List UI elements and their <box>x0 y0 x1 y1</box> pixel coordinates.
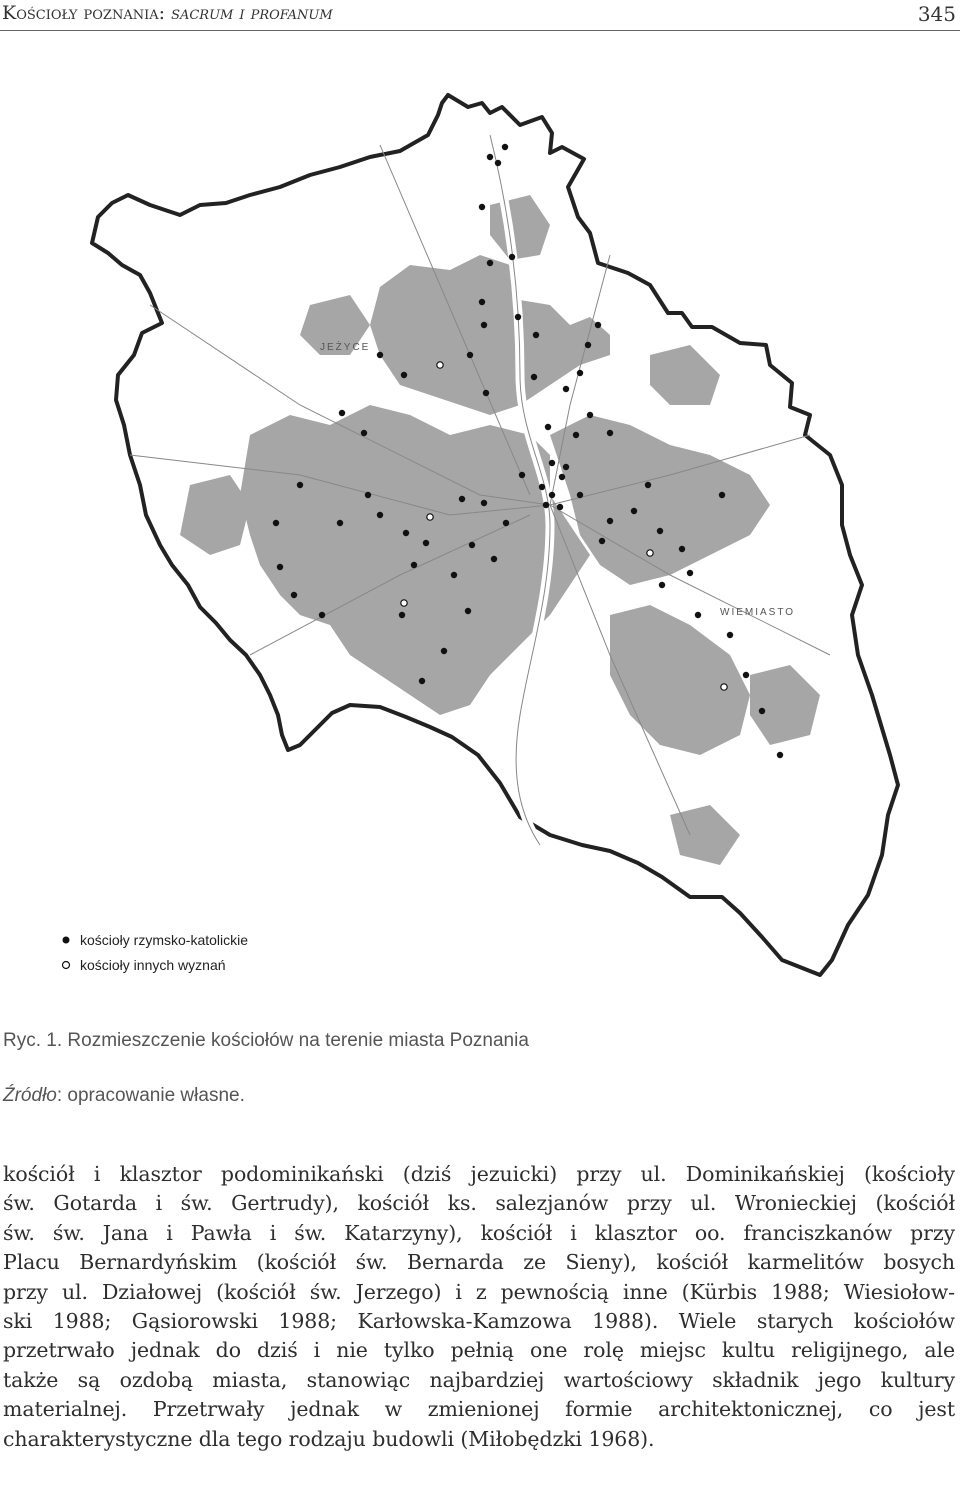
catholic-church-marker <box>695 612 701 618</box>
catholic-church-marker <box>573 432 579 438</box>
catholic-church-marker <box>607 430 613 436</box>
catholic-church-marker <box>531 374 537 380</box>
catholic-church-marker <box>377 352 383 358</box>
catholic-church-marker <box>687 570 693 576</box>
catholic-church-marker <box>495 160 501 166</box>
figure-caption: Ryc. 1. Rozmieszczenie kościołów na terenie miasta Poznania <box>3 1030 529 1051</box>
running-title <box>2 2 333 24</box>
page-header <box>0 0 960 30</box>
body-line: św. Gotarda i św. Gertrudy), kościół ks. salezjanów przy ul. Wronieckiej (kościół <box>3 1191 955 1216</box>
catholic-church-marker <box>557 504 563 510</box>
catholic-church-marker <box>277 564 283 570</box>
catholic-church-marker <box>441 648 447 654</box>
catholic-church-marker <box>361 430 367 436</box>
catholic-church-marker <box>423 540 429 546</box>
catholic-church-marker <box>483 390 489 396</box>
catholic-church-marker <box>719 492 725 498</box>
catholic-church-marker <box>587 412 593 418</box>
body-line: charakterystyczne dla tego rodzaju budowli (Miłobędzki 1968). <box>3 1426 655 1451</box>
catholic-church-marker <box>403 530 409 536</box>
catholic-church-marker <box>487 260 493 266</box>
catholic-church-marker <box>607 518 613 524</box>
body-line: przy ul. Działowej (kościół św. Jerzego) i z pewnością inne (Kürbis 1988; Wiesiołow- <box>3 1279 955 1304</box>
city-map <box>50 55 930 1000</box>
body-line: ski 1988; Gąsiorowski 1988; Karłowska-Kamzowa 1988). Wiele starych kościołów <box>3 1308 955 1333</box>
catholic-church-marker <box>549 492 555 498</box>
catholic-church-marker <box>515 314 521 320</box>
catholic-church-marker <box>467 352 473 358</box>
catholic-church-marker <box>533 332 539 338</box>
catholic-church-marker <box>479 299 485 305</box>
page-number: 345 <box>917 2 956 26</box>
catholic-church-marker <box>543 502 549 508</box>
catholic-church-marker <box>519 472 525 478</box>
catholic-church-marker <box>759 708 765 714</box>
catholic-church-marker <box>509 254 515 260</box>
catholic-church-marker <box>502 144 508 150</box>
legend-label-catholic: kościoły rzymsko-katolickie <box>80 932 249 948</box>
catholic-church-marker <box>577 370 583 376</box>
catholic-church-marker <box>657 528 663 534</box>
catholic-church-marker <box>465 608 471 614</box>
catholic-church-marker <box>411 562 417 568</box>
catholic-church-marker <box>577 492 583 498</box>
catholic-church-marker <box>291 592 297 598</box>
legend-open-dot-icon <box>63 962 70 969</box>
other-church-marker <box>427 514 433 520</box>
catholic-church-marker <box>273 520 279 526</box>
figure-source <box>3 1085 245 1107</box>
catholic-church-marker <box>559 474 565 480</box>
body-line: materialnej. Przetrwały jednak w zmienionej formie architektonicznej, co jest <box>3 1397 955 1422</box>
catholic-church-marker <box>451 572 457 578</box>
catholic-church-marker <box>727 632 733 638</box>
catholic-church-marker <box>743 672 749 678</box>
catholic-church-marker <box>339 410 345 416</box>
running-title-italic: sacrum i profanum <box>171 2 333 24</box>
catholic-church-marker <box>777 752 783 758</box>
source-text: : opracowanie własne. <box>56 1085 245 1106</box>
district-label-wiemiasto: WIEMIASTO <box>720 607 796 618</box>
running-title-main: Kościoły poznania: <box>2 2 166 24</box>
catholic-church-marker <box>401 372 407 378</box>
source-label: Źródło <box>3 1085 57 1106</box>
legend-label-other: kościoły innych wyznań <box>80 957 226 973</box>
catholic-church-marker <box>549 460 555 466</box>
catholic-church-marker <box>481 500 487 506</box>
catholic-church-marker <box>631 508 637 514</box>
catholic-church-marker <box>645 482 651 488</box>
catholic-church-marker <box>679 546 685 552</box>
catholic-church-marker <box>599 538 605 544</box>
other-church-marker <box>647 550 653 556</box>
catholic-church-marker <box>459 496 465 502</box>
catholic-church-marker <box>419 678 425 684</box>
catholic-church-marker <box>377 512 383 518</box>
map-legend <box>63 932 249 973</box>
catholic-church-marker <box>491 556 497 562</box>
catholic-church-marker <box>545 424 551 430</box>
catholic-church-marker <box>563 464 569 470</box>
body-line: św. św. Jana i Pawła i św. Katarzyny), kościół i klasztor oo. franciszkanów przy <box>3 1220 955 1245</box>
catholic-church-marker <box>503 520 509 526</box>
catholic-church-marker <box>659 582 665 588</box>
body-line: kościół i klasztor podominikański (dziś jezuicki) przy ul. Dominikańskiej (kościoły <box>3 1162 955 1186</box>
other-church-marker <box>721 684 727 690</box>
catholic-church-marker <box>539 484 545 490</box>
catholic-church-marker <box>563 386 569 392</box>
catholic-church-marker <box>337 520 343 526</box>
catholic-church-marker <box>595 322 601 328</box>
body-line: przetrwało jednak do dziś i nie tylko pełnią one rolę miejsc kultu religijnego, ale <box>3 1338 955 1363</box>
header-rule <box>0 30 960 31</box>
catholic-church-marker <box>469 542 475 548</box>
other-church-marker <box>437 362 443 368</box>
other-church-marker <box>401 600 407 606</box>
catholic-church-marker <box>585 342 591 348</box>
catholic-church-marker <box>399 612 405 618</box>
catholic-church-marker <box>365 492 371 498</box>
legend-filled-dot-icon <box>63 937 70 944</box>
body-line: Placu Bernardyńskim (kościół św. Bernarda ze Sieny), kościół karmelitów bosych <box>3 1250 955 1275</box>
catholic-church-marker <box>297 482 303 488</box>
catholic-church-marker <box>481 322 487 328</box>
catholic-church-marker <box>319 612 325 618</box>
catholic-church-marker <box>487 154 493 160</box>
catholic-church-marker <box>479 204 485 210</box>
body-line: także są ozdobą miasta, stanowiąc najbardziej wartościowy składnik jego kultury <box>3 1367 955 1392</box>
district-label-jezyce: JEŻYCE <box>320 342 371 353</box>
body-paragraph <box>3 1160 955 1454</box>
